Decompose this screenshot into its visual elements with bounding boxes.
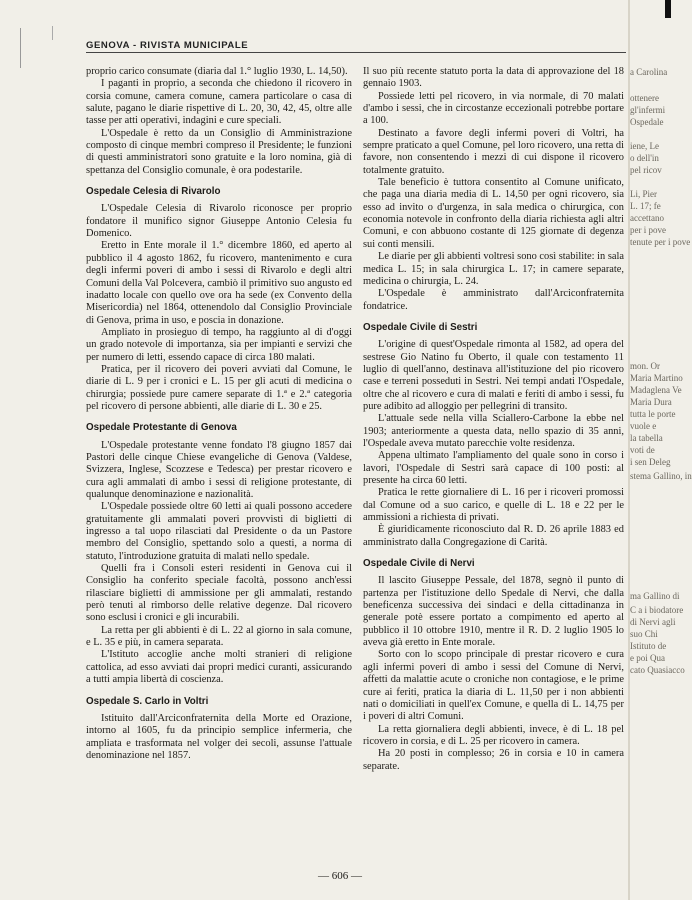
bleed-through-text: Istituto de — [630, 641, 667, 651]
paragraph: L'Ospedale protestante venne fondato l'8 giugno 1857 dai Pastori delle cinque Chiese evangeliche di Genova (Valdese, Svizzera, Inglese, Scozzese e Tedesca) per prestar ricovero e cura agli ammalati di ambo i sessi di religione protestante, di qualunque denominazione e nazionalità. — [86, 439, 352, 500]
paragraph: L'Ospedale è retto da un Consiglio di Amministrazione composto di cinque membri compreso il Presidente; le funzioni di questi amministratori sono gratuite e la loro nomina, già di spettanza del Consiglio comunale, è ora podestarile. — [86, 127, 352, 176]
paragraph: L'Ospedale Celesia di Rivarolo riconosce per proprio fondatore il munifico signor Giuseppe Antonio Celesia fu Domenico. — [86, 203, 352, 240]
section-heading: Ospedale Celesia di Rivarolo — [86, 186, 221, 198]
paragraph: Quelli fra i Consoli esteri residenti in Genova cui il Consiglio ha conferito speciale facoltà, possono anch'essi rilasciare biglietti di ammissione per gli ammalati, restando però tenuti al rimborso delle relative degenze. Dal ricovero sono esclusi i cronici e gli incurabili. — [86, 563, 352, 624]
section-heading: Ospedale S. Carlo in Voltri — [86, 695, 209, 707]
bleed-through-text: Madaglena Ve — [630, 385, 682, 395]
facing-page-bleed-through — [628, 0, 692, 900]
paragraph: L'attuale sede nella villa Sciallero-Carbone la ebbe nel 1903; anteriormente a questa data, nello spazio di 35 anni, l'Ospedale aveva mutato parecchie volte residenza. — [363, 413, 624, 449]
paragraph: L'origine di quest'Ospedale rimonta al 1582, ad opera del sestrese Gio Natino fu Oberto, il quale con testamento 11 luglio di quell'anno, destinava all'istituzione del pio ricovero case e terreni posseduti in Sestri. Nei tempi andati l'Ospedale, oltre che al ricovero e cura di malati e feriti di ambo i sessi, fu pure adibito ad alloggio per pellegrini di transito. — [363, 339, 624, 412]
bleed-through-text: suo Chi — [630, 629, 658, 639]
paragraph: L'Istituto accoglie anche molti stranieri di religione cattolica, ad esso avviati dai propri medici curanti, assicurando a tutti ampia libertà di coscienza. — [86, 649, 352, 686]
bleed-through-text: di Nervi agli — [630, 617, 676, 627]
bleed-through-text: la tabella — [630, 433, 663, 443]
bleed-through-text: ma Gallino di — [630, 591, 680, 601]
bleed-through-text: vuole e — [630, 421, 657, 431]
bleed-through-text: pel ricov — [630, 165, 662, 175]
paragraph: Ampliato in prosieguo di tempo, ha raggiunto al di d'oggi un grado notevole di importanza, sia per impianti e servizi che per numero di letti, essendo capace di circa 180 malati. — [86, 326, 352, 363]
paragraph: proprio carico consumate (diaria dal 1.° luglio 1930, L. 14,50). — [86, 66, 348, 77]
bleed-through-text: C a i biodatore — [630, 605, 684, 615]
bleed-through-text: Li, Pier — [630, 189, 657, 199]
paragraph: È giuridicamente riconosciuto dal R. D. 26 aprile 1883 ed amministrato dalla Congregazione di Carità. — [363, 524, 624, 548]
paragraph: I paganti in proprio, a seconda che chiedono il ricovero in corsia comune, camera comune, camera particolare o casa di salute, pagano le diarie rispettive di L. 20, 30, 42, 45, oltre alle tasse per atti operativi, indagini e cure speciali. — [86, 78, 352, 127]
paragraph: Possiede letti pel ricovero, in via normale, di 70 malati d'ambo i sessi, che in circostanze eccezionali potrebbe portare a 100. — [363, 90, 624, 127]
page-number: — 606 — — [318, 870, 362, 882]
bleed-through-text: gl'infermi — [630, 105, 666, 115]
paragraph: Appena ultimato l'ampliamento del quale sono in corso i lavori, l'Ospedale di Sestri sarà capace di 100 posti: al presente ha circa 60 letti. — [363, 450, 624, 486]
paragraph: Pratica, per il ricovero dei poveri avviati dal Comune, le diarie di L. 9 per i cronici e L. 15 per gli acuti di medicina o chirurgia; possiede pure camere separate di 1.ª e 2.ª categoria pel ricovero di persone abbienti, alle diarie di L. 30 e 25. — [86, 363, 352, 412]
paragraph: Il suo più recente statuto porta la data di approvazione del 18 gennaio 1903. — [363, 66, 624, 90]
page-corner-mark — [665, 0, 671, 18]
bleed-through-text: tenute per i pove — [630, 237, 691, 247]
paragraph: Il lascito Giuseppe Pessale, del 1878, segnò il punto di partenza per l'istituzione dello Spedale di Nervi, che dalla beneficenza successiva dei sindaci e della cittadinanza in generale potè essere portato a compimento ed aperto al pubblico il 10 ottobre 1910, mentre il R. D. 2 luglio 1905 lo aveva già eretto in Ente morale. — [363, 575, 624, 649]
bleed-through-text: a Carolina — [630, 67, 668, 77]
section-heading: Ospedale Civile di Nervi — [363, 558, 475, 570]
right-column — [363, 66, 624, 773]
paragraph: Pratica le rette giornaliere di L. 16 per i ricoveri promossi dal Comune od a suo carico, e quelle di L. 18 e 22 per le ammissioni a richiesta di privati. — [363, 487, 624, 524]
bleed-through-text: o dell'in — [630, 153, 659, 163]
bleed-through-text: e poi Qua — [630, 653, 665, 663]
bleed-through-text: stema Gallino, in — [630, 471, 692, 481]
paragraph: L'Ospedale possiede oltre 60 letti ai quali possono accedere gratuitamente gli ammalati poveri provvisti di biglietti di ingresso a tal uopo rilasciati dal Presidente o da un Pastore membro del Consiglio, spettando solo a questi, a norma di statuto, l'introduzione gratuita di malati nello spedale. — [86, 501, 352, 562]
paragraph: L'Ospedale è amministrato dall'Arciconfraternita fondatrice. — [363, 288, 624, 312]
margin-mark — [52, 26, 53, 40]
paragraph: La retta giornaliera degli abbienti, invece, è di L. 18 pel ricovero in corsia, e di L. 25 per ricovero in camera. — [363, 723, 624, 747]
section-heading: Ospedale Civile di Sestri — [363, 321, 478, 333]
header-rule — [86, 52, 626, 53]
bleed-through-text: accettano — [630, 213, 664, 223]
bleed-through-text: per i pove — [630, 225, 666, 235]
paragraph: Destinato a favore degli infermi poveri di Voltri, ha sempre praticato a quel Comune, pel loro ricovero, una retta di favore, non consentendo i mezzi di cui dispone il ricovero totalmente gratuito. — [363, 127, 624, 176]
paragraph: Ha 20 posti in complesso; 26 in corsia e 10 in camera separate. — [363, 748, 624, 772]
paragraph: Istituito dall'Arciconfraternita della Morte ed Orazione, intorno al 1605, fu da principio semplice infermeria, che ampliata e trasformata nel volger dei secoli, assunse l'attuale denominazione nel 1857. — [86, 712, 352, 761]
bleed-through-text: Maria Martino — [630, 373, 683, 383]
bleed-through-text: L. 17; fe — [630, 201, 661, 211]
left-column — [86, 66, 352, 762]
bleed-through-text: Maria Dura — [630, 397, 672, 407]
bleed-through-text: Ospedale — [630, 117, 664, 127]
section-heading: Ospedale Protestante di Genova — [86, 422, 237, 434]
bleed-through-text: voti de — [630, 445, 655, 455]
margin-mark — [20, 28, 21, 68]
bleed-through-text: iene, Le — [630, 141, 659, 151]
paragraph: La retta per gli abbienti è di L. 22 al giorno in sala comune, e L. 35 e più, in camera separata. — [86, 624, 352, 649]
bleed-through-text: tutta le porte — [630, 409, 676, 419]
bleed-through-text: mon. Or — [630, 361, 660, 371]
bleed-through-text: i sen Deleg — [630, 457, 671, 467]
paragraph: Le diarie per gli abbienti voltresi sono così stabilite: in sala medica L. 15; in sala chirurgica L. 17; in camere separate, medicina o chirurgia, L. 24. — [363, 251, 624, 287]
bleed-through-text: cato Quasiacco — [630, 665, 685, 675]
paragraph: Eretto in Ente morale il 1.° dicembre 1860, ed aperto al pubblico il 4 agosto 1862, fu ricovero, mantenimento e cura degli infermi poveri di ambo i sessi di Rivarolo e degli altri Comuni della Val Polcevera, cambiò il primitivo suo angusto ed inadatto locale con quello ove ora ha sede (ex Convento della Misericordia) nel 1864, ottenendolo dal Consiglio Provinciale di Genova, prima in uso, e poscia in donazione. — [86, 240, 352, 326]
paragraph: Sorto con lo scopo principale di prestar ricovero e cura agli infermi poveri di ambo i sessi del Comune di Nervi, affetti da malattie acute o croniche non contagiose, e le prime cure ai feriti, pratica la diaria di L. 11,50 per i non abbienti nati o domiciliati in quell'ex Comune, e quella di L. 14,75 per i poveri di altri Comuni. — [363, 649, 624, 723]
paragraph: Tale beneficio è tuttora consentito al Comune unificato, che paga una diaria media di L. 14,50 per ogni ricovero, sia esso ad invito o d'urgenza, in sala medica o chirurgica, con economia notevole in confronto della diaria richiesta agli altri Comuni, e con abbuono costante di 125 giornate di degenza sui conti mensili. — [363, 177, 624, 250]
running-head: GENOVA - RIVISTA MUNICIPALE — [86, 40, 249, 51]
bleed-through-text: ottenere — [630, 93, 659, 103]
